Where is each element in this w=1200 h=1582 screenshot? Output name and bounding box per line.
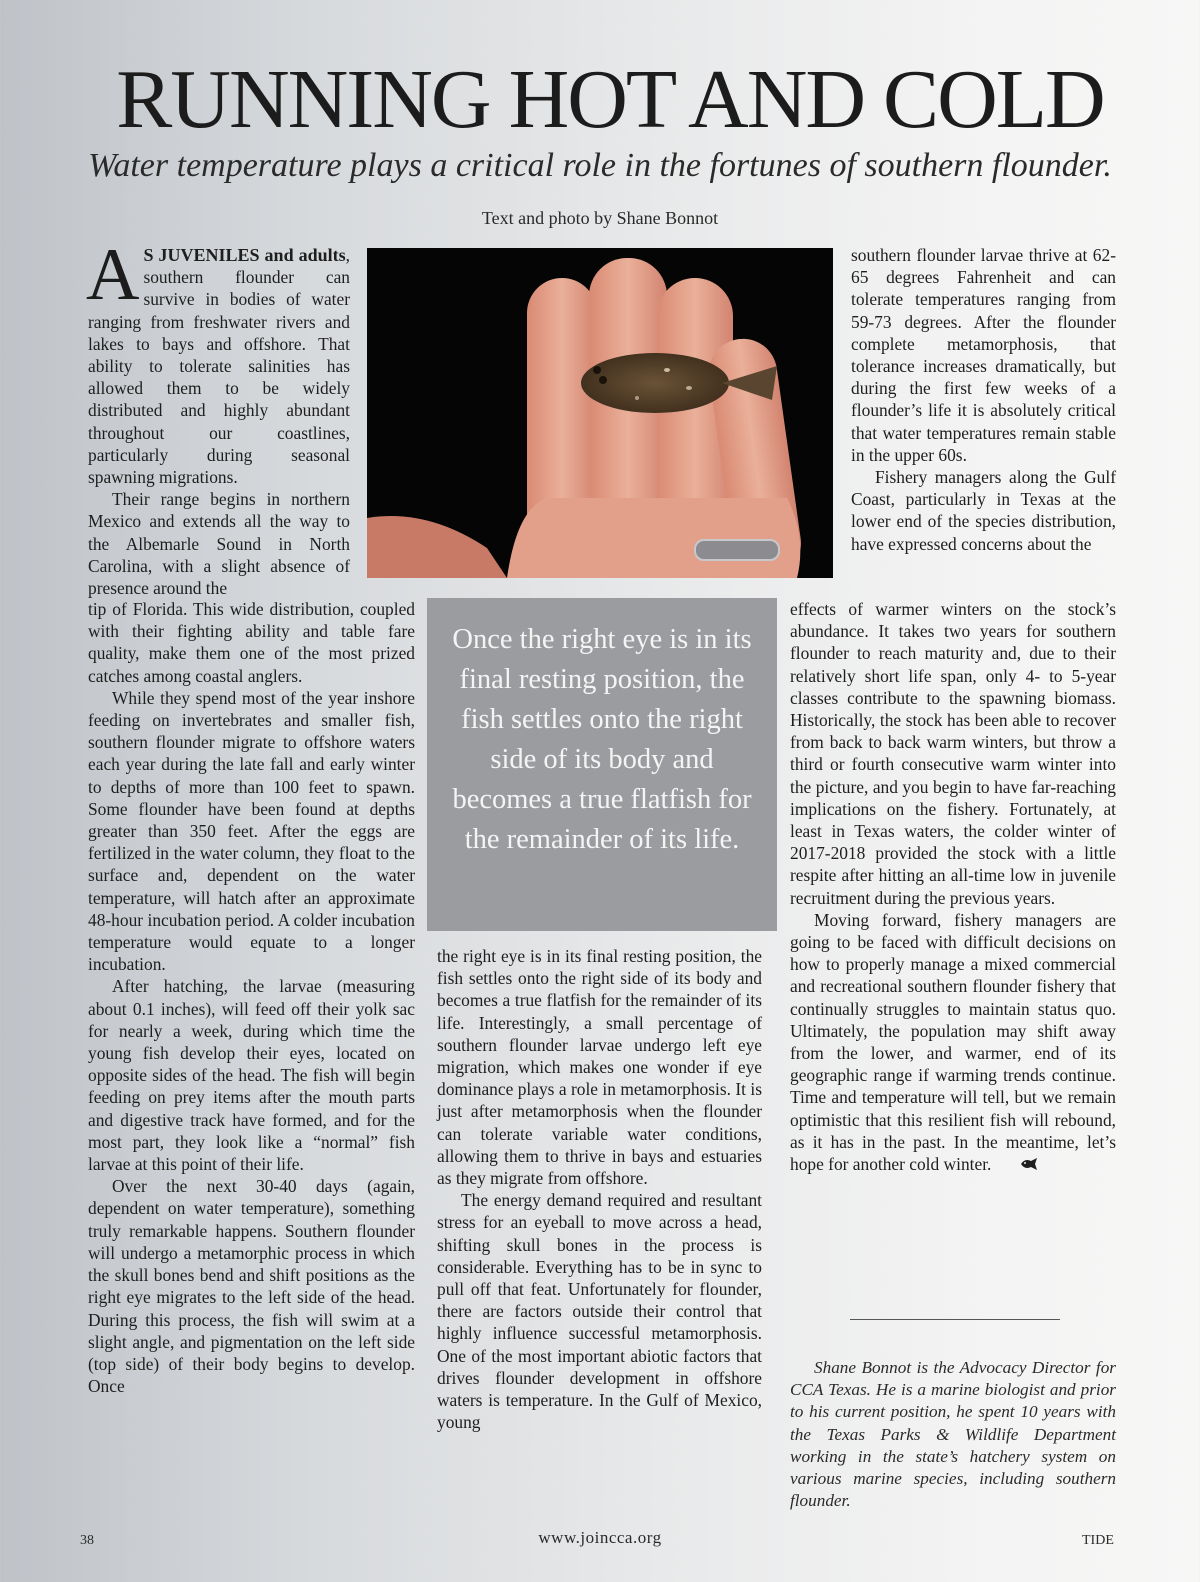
cca-fish-end-icon bbox=[995, 1155, 1039, 1177]
paragraph-2-top: Their range begins in northern Mexico and extends all the way to the Albemarle Sound in North Carolina, with a slight absence of presence around the bbox=[88, 489, 350, 599]
drop-cap: A bbox=[86, 234, 140, 316]
page-number: 38 bbox=[80, 1533, 94, 1548]
paragraph-2-cont: tip of Florida. This wide distribution, coupled with their fighting ability and table fare quality, make them one of the most prized catches among coastal anglers. bbox=[88, 599, 415, 686]
paragraph-1 bbox=[86, 234, 350, 488]
article-byline: Text and photo by Shane Bonnot bbox=[481, 208, 719, 228]
magazine-name: TIDE bbox=[1082, 1533, 1114, 1548]
paragraph-6: The energy demand required and resultant stress for an eyeball to move across a head, shifting skull bones in the process is considerable. Everything has to be in sync to pull off that feat. Unfortunately for flounder, there are factors outside their control that highly influence successful metamorphosis. One of the most important abiotic factors that drives flounder development in offshore waters is temperature. In the Gulf of Mexico, young bbox=[437, 1190, 762, 1433]
bio-divider bbox=[850, 1319, 1060, 1320]
column-left-top bbox=[86, 234, 350, 599]
article-headline: RUNNING HOT AND COLD bbox=[116, 53, 1104, 146]
paragraph-7-cont: effects of warmer winters on the stock’s abundance. It takes two years for southern flounder to reach maturity and, due to their relatively short life span, only 4- to 5-year classes contribute to the spawning biomass. Historically, the stock has been able to recover from back to back warm winters, but throw a third or fourth consecutive warm winter into the picture, and you begin to have far-reaching implications on the fishery. Fortunately, at least in Texas waters, the colder winter of 2017-2018 provided the stock with a little respite after hitting an all-time low in juvenile recruitment during the previous years. bbox=[790, 599, 1116, 908]
paragraph-1-text: , southern flounder can survive in bodies of water ranging from freshwater rivers and lakes to bays and offshore. That ability to tolerate salinities has allowed them to be widely distributed and highly abundant throughout our coastlines, particularly during seasonal spawning migrations. bbox=[88, 245, 350, 488]
paragraph-8-text: Moving forward, fishery managers are going to be faced with difficult decisions on how to properly manage a mixed commercial and recreational southern flounder fishery that continually struggles to maintain status quo. Ultimately, the population may shift away from the lower, and warmer, end of its geographic range if warming trends continue. Time and temperature will tell, but we remain optimistic that this resilient fish will rebound, as it has in the past. In the meantime, let’s hope for another cold winter. bbox=[790, 909, 1116, 1175]
paragraph-3: While they spend most of the year inshore feeding on invertebrates and smaller fish, southern flounder migrate to offshore waters each year during the late fall and early winter to depths of more than 100 feet to spawn. Some flounder have been found at depths greater than 350 feet. After the eggs are fertilized in the water column, they float to the surface and, dependent on the water temperature, will hatch after an approximate 48-hour incubation period. A colder incubation temperature would equate to a longer incubation. bbox=[88, 687, 415, 975]
lead-in: S JUVENILES and adults bbox=[143, 245, 346, 265]
column-left bbox=[88, 598, 415, 1397]
paragraph-5-mid: the right eye is in its final resting position, the fish settles onto the right side of its body and becomes a true flatfish for the remainder of its life. Interestingly, a small percentage of southern flounder larvae undergo left eye migration, which makes one wonder if eye dominance plays a role in metamorphosis. It is just after metamorphosis when the flounder can tolerate variable water conditions, allowing them to thrive in bays and estuaries as they migrate from offshore. bbox=[437, 946, 762, 1189]
column-middle bbox=[437, 945, 762, 1433]
paragraph-7-top: Fishery managers along the Gulf Coast, particularly in Texas at the lower end of the species distribution, have expressed concerns about the bbox=[851, 467, 1116, 554]
column-right-top bbox=[851, 244, 1116, 555]
flounder-photo bbox=[367, 248, 833, 578]
article-subhead: Water temperature plays a critical role in the fortunes of southern flounder. bbox=[88, 147, 1112, 184]
pull-quote: Once the right eye is in its final resting position, the fish settles onto the right side of its body and becomes a true flatfish for the remainder of its life. bbox=[427, 598, 777, 931]
author-bio: Shane Bonnot is the Advocacy Director for CCA Texas. He is a marine biologist and prior to his current position, he spent 10 years with the Texas Parks & Wildlife Department working in the state’s hatchery system on various marine species, including southern flounder. bbox=[790, 1358, 1116, 1511]
paragraph-8 bbox=[790, 909, 1116, 1177]
footer-url: www.joincca.org bbox=[538, 1528, 662, 1547]
hand-with-flounder-image bbox=[367, 248, 833, 578]
column-right bbox=[790, 598, 1116, 1177]
paragraph-6-right: southern flounder larvae thrive at 62-65 degrees Fahrenheit and can tolerate temperatures ranging from 59-73 degrees. After the flounder complete metamorphosis, that tolerance increases dramatically, but during the first few weeks of a flounder’s life it is absolutely critical that water temperatures remain stable in the upper 60s. bbox=[851, 245, 1116, 465]
paragraph-5-left: Over the next 30-40 days (again, dependent on water temperature), something truly remarkable happens. Southern flounder will undergo a metamorphic process in which the skull bones bend and shift positions as the right eye migrates to the left side of the head. During this process, the fish will swim at a slight angle, and pigmentation on the left side (top side) of their body begins to develop. Once bbox=[88, 1176, 415, 1397]
paragraph-4: After hatching, the larvae (measuring about 0.1 inches), will feed off their yolk sac for nearly a week, during which time the young fish develop their eyes, located on opposite sides of the head. The fish will begin feeding on prey items after the mouth parts and digestive track have formed, and for the most part, they look like a “normal” fish larvae at this point of their life. bbox=[88, 976, 415, 1175]
